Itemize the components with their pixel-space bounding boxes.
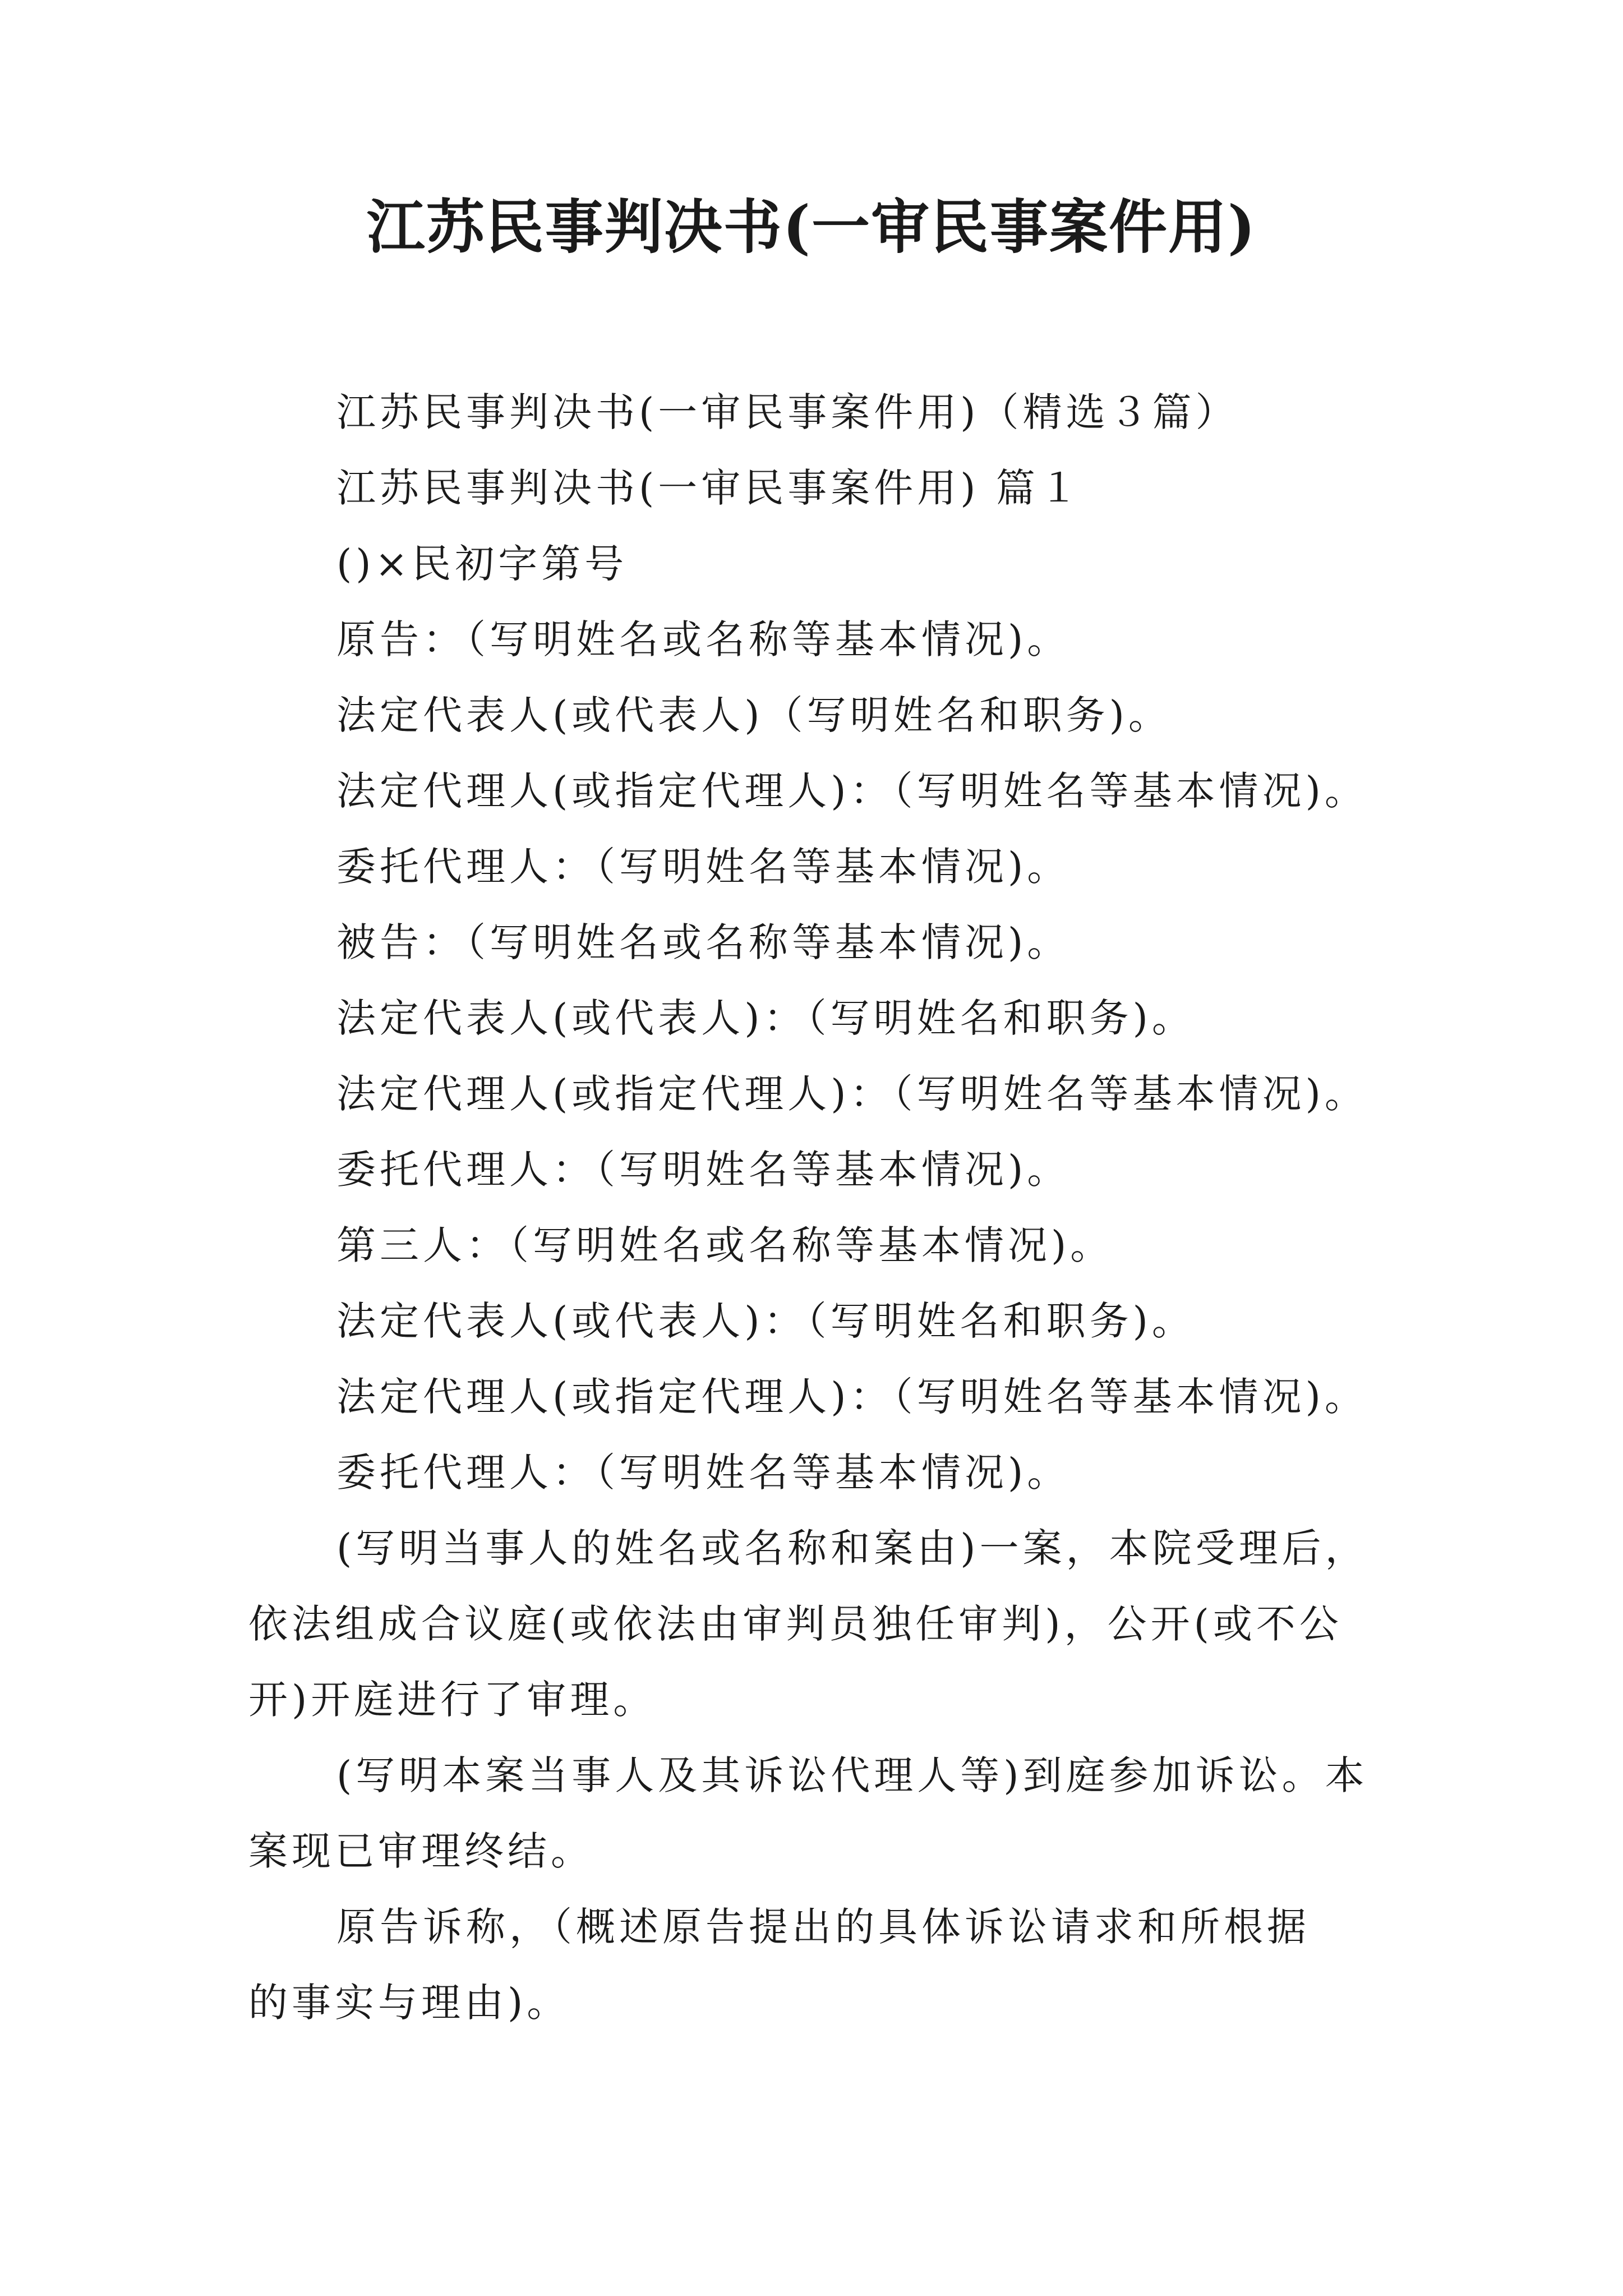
party-line: 法定代表人(或代表人)（写明姓名和职务)。 — [336, 692, 1172, 738]
paragraph-line: 开)开庭进行了审理。 — [248, 1677, 657, 1723]
section-heading: 江苏民事判决书(一审民事案件用) 篇１ — [336, 465, 1082, 511]
case-number: ()×民初字第号 — [336, 541, 628, 587]
paragraph-line: 的事实与理由)。 — [248, 1980, 570, 2026]
party-line: 委托代理人：（写明姓名等基本情况)。 — [336, 844, 1071, 890]
paragraph-line: (写明当事人的姓名或名称和案由)一案，本院受理后， — [336, 1525, 1368, 1571]
party-line: 第三人：（写明姓名或名称等基本情况)。 — [336, 1222, 1114, 1268]
party-line: 法定代表人(或代表人)：（写明姓名和职务)。 — [336, 1298, 1195, 1344]
party-line: 原告：（写明姓名或名称等基本情况)。 — [336, 616, 1071, 662]
party-line: 委托代理人：（写明姓名等基本情况)。 — [336, 1450, 1071, 1496]
paragraph-line: 案现已审理终结。 — [248, 1828, 594, 1874]
party-line: 法定代理人(或指定代理人)：（写明姓名等基本情况)。 — [336, 1071, 1368, 1117]
party-line: 委托代理人：（写明姓名等基本情况)。 — [336, 1147, 1071, 1193]
party-line: 被告：（写明姓名或名称等基本情况)。 — [336, 919, 1071, 965]
paragraph-line: 原告诉称，（概述原告提出的具体诉讼请求和所根据 — [336, 1904, 1310, 1950]
paragraph-line: (写明本案当事人及其诉讼代理人等)到庭参加诉讼。本 — [336, 1752, 1368, 1798]
party-line: 法定代理人(或指定代理人)：（写明姓名等基本情况)。 — [336, 768, 1368, 814]
document-title: 江苏民事判决书(一审民事案件用) — [366, 192, 1257, 261]
subtitle-line: 江苏民事判决书(一审民事案件用)（精选３篇） — [336, 389, 1239, 435]
party-line: 法定代表人(或代表人)：（写明姓名和职务)。 — [336, 995, 1195, 1041]
paragraph-line: 依法组成合议庭(或依法由审判员独任审判)，公开(或不公 — [248, 1601, 1343, 1647]
party-line: 法定代理人(或指定代理人)：（写明姓名等基本情况)。 — [336, 1374, 1368, 1420]
